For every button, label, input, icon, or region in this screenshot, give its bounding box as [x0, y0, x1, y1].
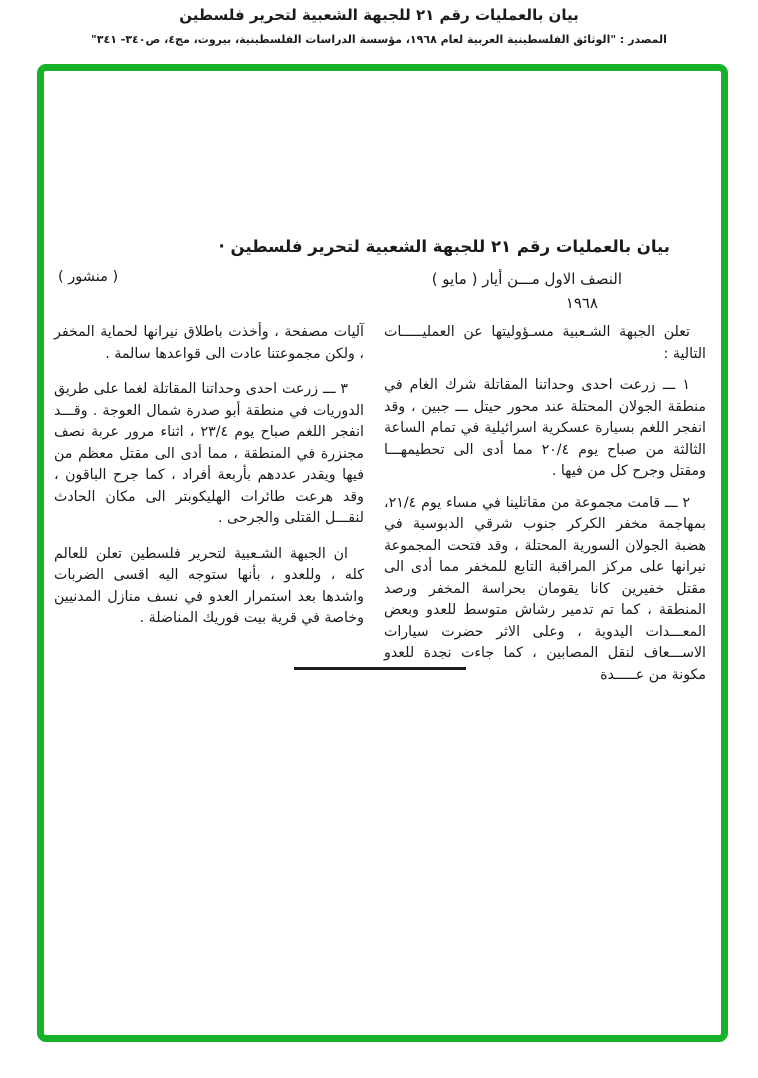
document-title: بيان بالعمليات رقم ٢١ للجبهة الشعبية لتحرير فلسطين ·: [218, 237, 670, 256]
closing-paragraph: ان الجبهة الشـعبية لتحرير فلسطين تعلن للعالم كله ، وللعدو ، بأنها ستوجه اليه اقسى الضربات واشدها بعد استمرار العدو في نسف منازل المدنيين وخاصة في قرية بيت فوريك المناضلة .: [54, 545, 364, 626]
operation-item-2: ٢ ـــ قامت مجموعة من مقاتلينا في مساء يوم ٢١/٤، بمهاجمة مخفر الكركر جنوب شرقي الدبوسية في هضبة الجولان السورية المحتلة ، وقد فتحت المجموعة نيرانها على مركز المراقبة التابع للمخفر مما أدى الى مقتل خفيرين كانا يقومان بحراسة المخفر ورصد المنطقة ، كما تم تدمير رشاش متوسط للعدو وبعض المعـــدات اليدوية ، وعلى الاثر حضرت سيارات الاســـعاف لنقل المصابين ، كما جاءت نجدة للعدو مكونة من عـــــدة: [384, 494, 706, 683]
continuation-paragraph: آليات مصفحة ، وأخذت باطلاق نيرانها لحماية المخفر ، ولكن مجموعتنا عادت الى قواعدها سالمة .: [54, 324, 364, 362]
page-header-title: بيان بالعمليات رقم ٢١ للجبهة الشعبية لتحرير فلسطين: [179, 6, 579, 24]
right-column: [384, 322, 706, 686]
operation-item-3: ٣ ـــ زرعت احدى وحداتنا المقاتلة لغما على طريق الدوريات في منطقة أبو صدرة شمال العوجة . وقـــد انفجر اللغم صباح يوم ٢٣/٤ ، اثناء مرور عربة نصف مجنزرة في المنطقة ، مما أدى الى مقتل معظم من فيها ويقدر عددهم بأربعة أفراد ، كما جرح الباقون ، وقد هرعت طائرات الهليكوبتر الى مكان الحادث لنقـــل القتلى والجرحى .: [54, 381, 364, 526]
document-year: ١٩٦٨: [565, 294, 598, 312]
publish-note: ( منشور ): [58, 269, 119, 285]
intro-paragraph: تعلن الجبهة الشـعبية مسـؤوليتها عن العمليـــــات التالية :: [384, 324, 706, 362]
left-column: [54, 322, 364, 630]
operation-item-1: ١ ـــ زرعت احدى وحداتنا المقاتلة شرك الغام في منطقة الجولان المحتلة عند محور حيتل ـــ جبين ، وقد انفجر اللغم بسيارة عسكرية اسرائيلية في تمام الساعة الثالثة من صباح يوم ٢٠/٤ مما أدى الى تحطيمهـــا ومقتل وجرح كل من فيها .: [384, 377, 706, 479]
document-date-line: النصف الاول مـــن أيار ( مايو ): [431, 270, 622, 288]
page-header-source: المصدر : "الوثائق الفلسطينية العربية لعام ١٩٦٨، مؤسسة الدراسات الفلسطينية، بيروت، مج٤، ص٣٤٠- ٣٤١": [91, 33, 667, 46]
section-divider-line: [294, 667, 466, 670]
